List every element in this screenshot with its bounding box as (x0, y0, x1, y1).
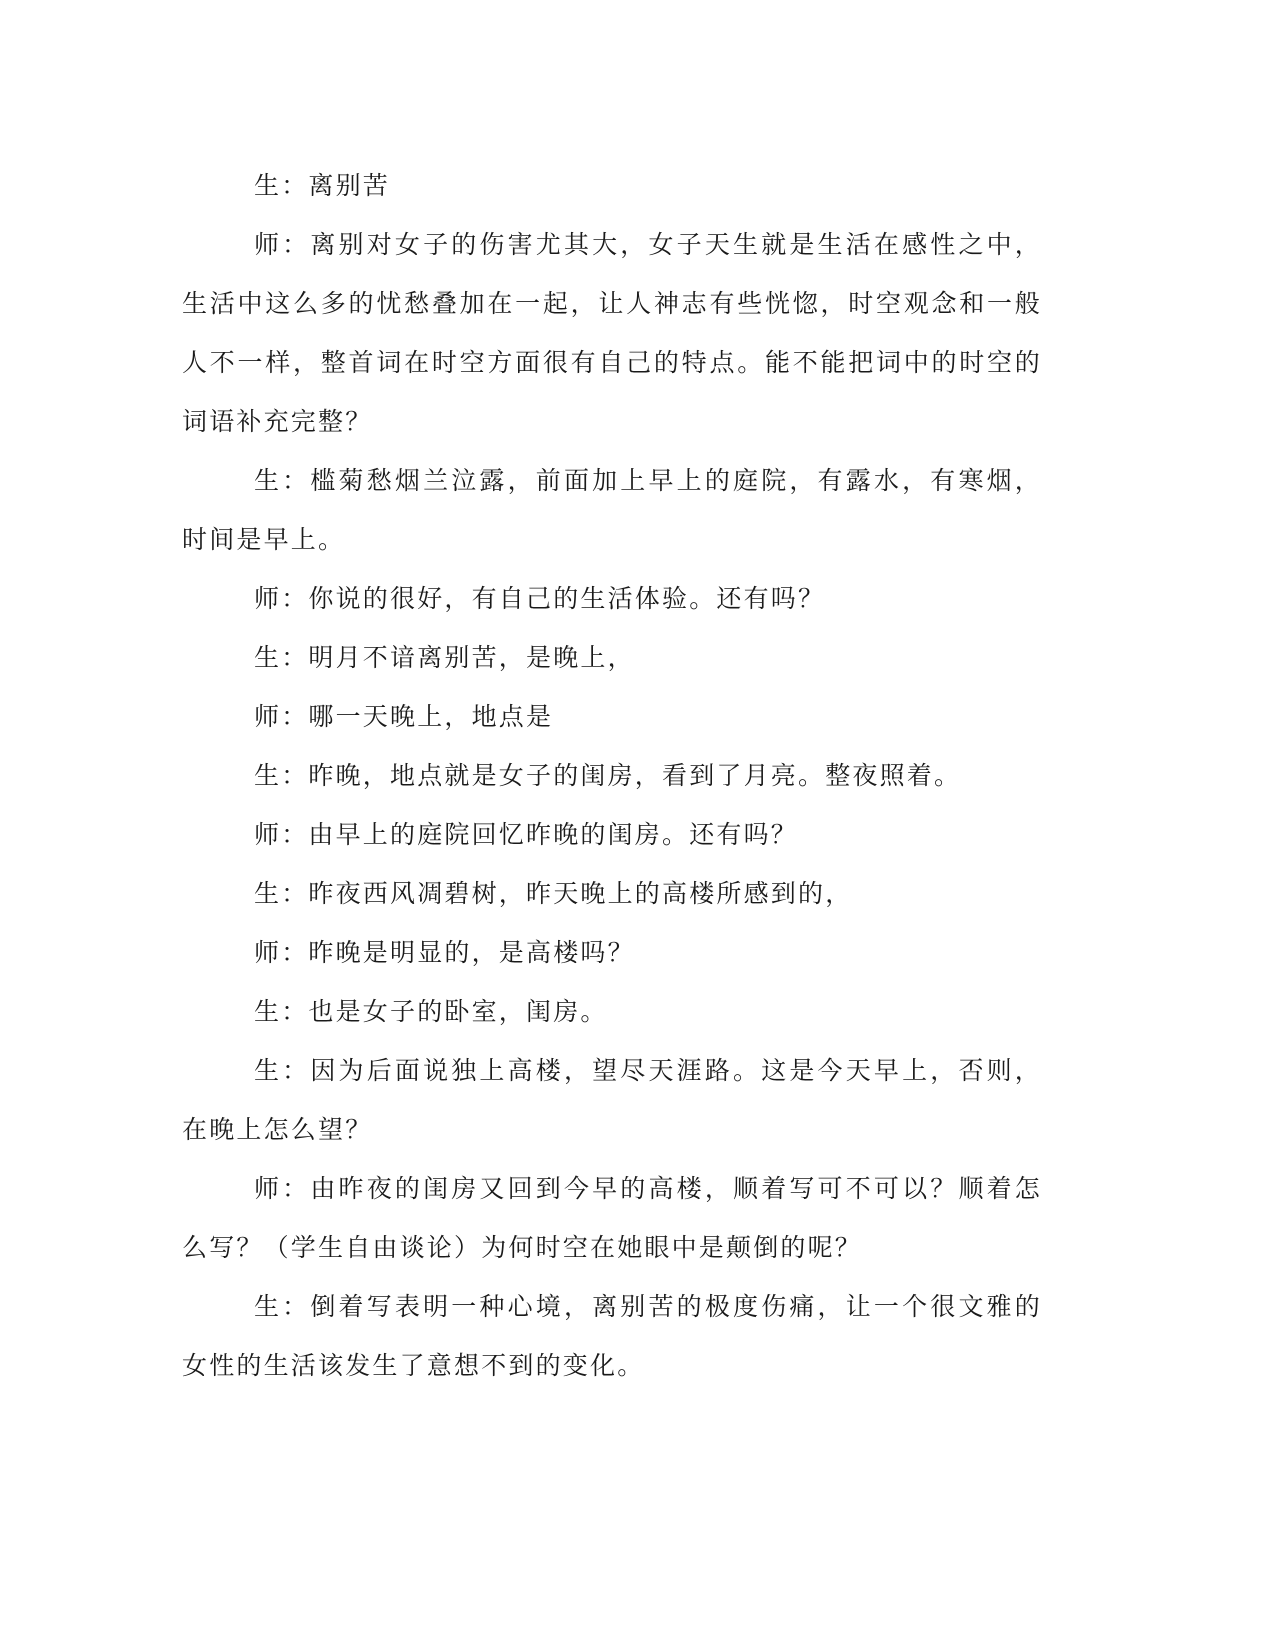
paragraph: 生：槛菊愁烟兰泣露，前面加上早上的庭院，有露水，有寒烟，时间是早上。 (182, 466, 1042, 554)
paragraph: 师：昨晚是明显的，是高楼吗？ (254, 938, 635, 967)
paragraph: 生：离别苦 (254, 171, 391, 200)
document-body (182, 156, 1042, 1395)
paragraph: 师：你说的很好，有自己的生活体验。还有吗？ (254, 584, 826, 613)
paragraph: 师：由昨夜的闺房又回到今早的高楼，顺着写可不可以？顺着怎么写？（学生自由谈论）为何时空在她眼中是颠倒的呢？ (182, 1174, 1042, 1262)
paragraph: 师：离别对女子的伤害尤其大，女子天生就是生活在感性之中，生活中这么多的忧愁叠加在一起，让人神志有些恍惚，时空观念和一般人不一样，整首词在时空方面很有自己的特点。能不能把词中的时空的词语补充完整？ (182, 230, 1042, 436)
paragraph: 生：倒着写表明一种心境，离别苦的极度伤痛，让一个很文雅的女性的生活该发生了意想不到的变化。 (182, 1292, 1042, 1380)
paragraph: 生：也是女子的卧室，闺房。 (254, 997, 608, 1026)
paragraph: 生：明月不谙离别苦，是晚上， (254, 643, 635, 672)
paragraph: 生：因为后面说独上高楼，望尽天涯路。这是今天早上，否则，在晚上怎么望？ (182, 1056, 1042, 1144)
paragraph: 师：哪一天晚上，地点是 (254, 702, 554, 731)
paragraph: 生：昨夜西风凋碧树，昨天晚上的高楼所感到的， (254, 879, 853, 908)
paragraph: 生：昨晚，地点就是女子的闺房，看到了月亮。整夜照着。 (254, 761, 962, 790)
paragraph: 师：由早上的庭院回忆昨晚的闺房。还有吗？ (254, 820, 799, 849)
